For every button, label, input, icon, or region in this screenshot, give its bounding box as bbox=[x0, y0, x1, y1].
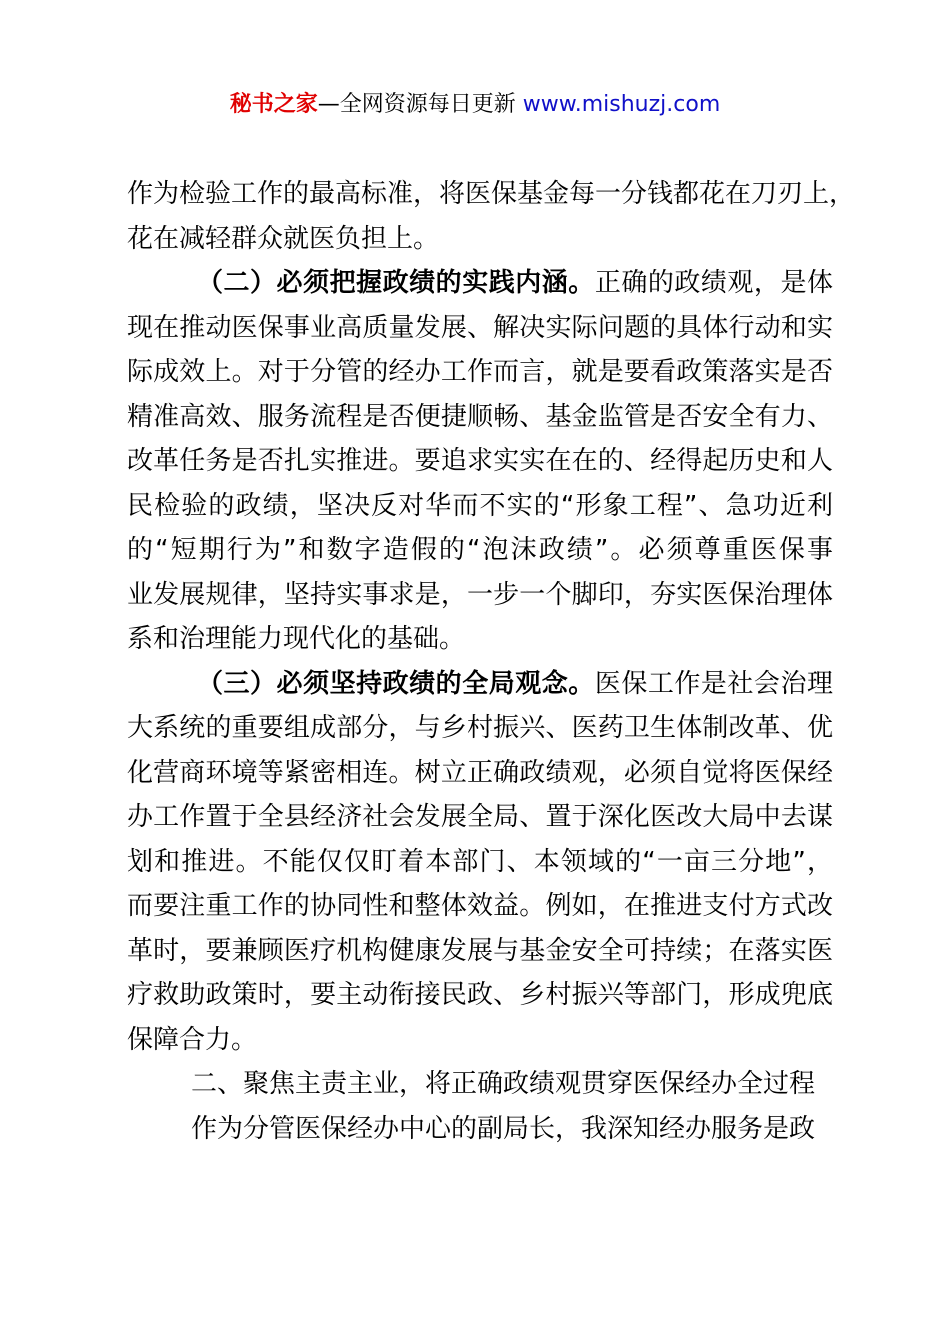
text-line: 民检验的政绩，坚决反对华而不实的“形象工程”、急功近利 bbox=[127, 490, 833, 521]
text-line: 花在减轻群众就医负担上。 bbox=[127, 223, 440, 254]
text-line: 现在推动医保事业高质量发展、解决实际问题的具体行动和实 bbox=[127, 312, 833, 343]
text-line: 化营商环境等紧密相连。树立正确政绩观，必须自觉将医保经 bbox=[127, 757, 833, 788]
section-text: 医保工作是社会治理 bbox=[594, 668, 833, 699]
section-text: 正确的政绩观，是体 bbox=[594, 268, 833, 298]
page-header bbox=[0, 88, 950, 122]
section-heading: （二）必须把握政绩的实践内涵。 bbox=[197, 268, 595, 298]
text-line: 作为分管医保经办中心的副局长，我深知经办服务是政 bbox=[191, 1113, 816, 1144]
chapter-heading: 二、聚焦主责主业，将正确政绩观贯穿医保经办全过程 bbox=[191, 1069, 816, 1099]
text-line: 作为检验工作的最高标准，将医保基金每一分钱都花在刀刃上， bbox=[127, 179, 856, 209]
text-line: 而要注重工作的协同性和整体效益。例如，在推进支付方式改 bbox=[127, 891, 833, 921]
text-line: 疗救助政策时，要主动衔接民政、乡村振兴等部门，形成兜底 bbox=[127, 980, 833, 1010]
document-body bbox=[127, 172, 856, 1151]
text-line: 保障合力。 bbox=[127, 1024, 258, 1055]
text-line: 划和推进。不能仅仅盯着本部门、本领域的“一亩三分地”， bbox=[127, 846, 833, 877]
text-line: 业发展规律，坚持实事求是，一步一个脚印，夯实医保治理体 bbox=[127, 579, 833, 610]
site-url-link[interactable]: www.mishuzj.com bbox=[522, 92, 721, 117]
text-line: 大系统的重要组成部分，与乡村振兴、医药卫生体制改革、优 bbox=[127, 713, 833, 743]
text-line: 精准高效、服务流程是否便捷顺畅、基金监管是否安全有力、 bbox=[127, 401, 833, 432]
text-line: 的“短期行为”和数字造假的“泡沫政绩”。必须尊重医保事 bbox=[127, 535, 833, 565]
text-line: 革时，要兼顾医疗机构健康发展与基金安全可持续；在落实医 bbox=[127, 935, 833, 966]
text-line: 改革任务是否扎实推进。要追求实实在在的、经得起历史和人 bbox=[127, 446, 833, 476]
text-line: 际成效上。对于分管的经办工作而言，就是要看政策落实是否 bbox=[127, 357, 833, 387]
section-heading: （三）必须坚持政绩的全局观念。 bbox=[197, 668, 595, 699]
text-line: 系和治理能力现代化的基础。 bbox=[127, 624, 466, 654]
site-name: 秘书之家 bbox=[229, 92, 318, 117]
site-slogan: —全网资源每日更新 bbox=[317, 92, 523, 117]
text-line: 办工作置于全县经济社会发展全局、置于深化医改大局中去谋 bbox=[127, 802, 833, 832]
section-heading-line bbox=[127, 662, 833, 707]
section-heading-line bbox=[127, 261, 833, 306]
